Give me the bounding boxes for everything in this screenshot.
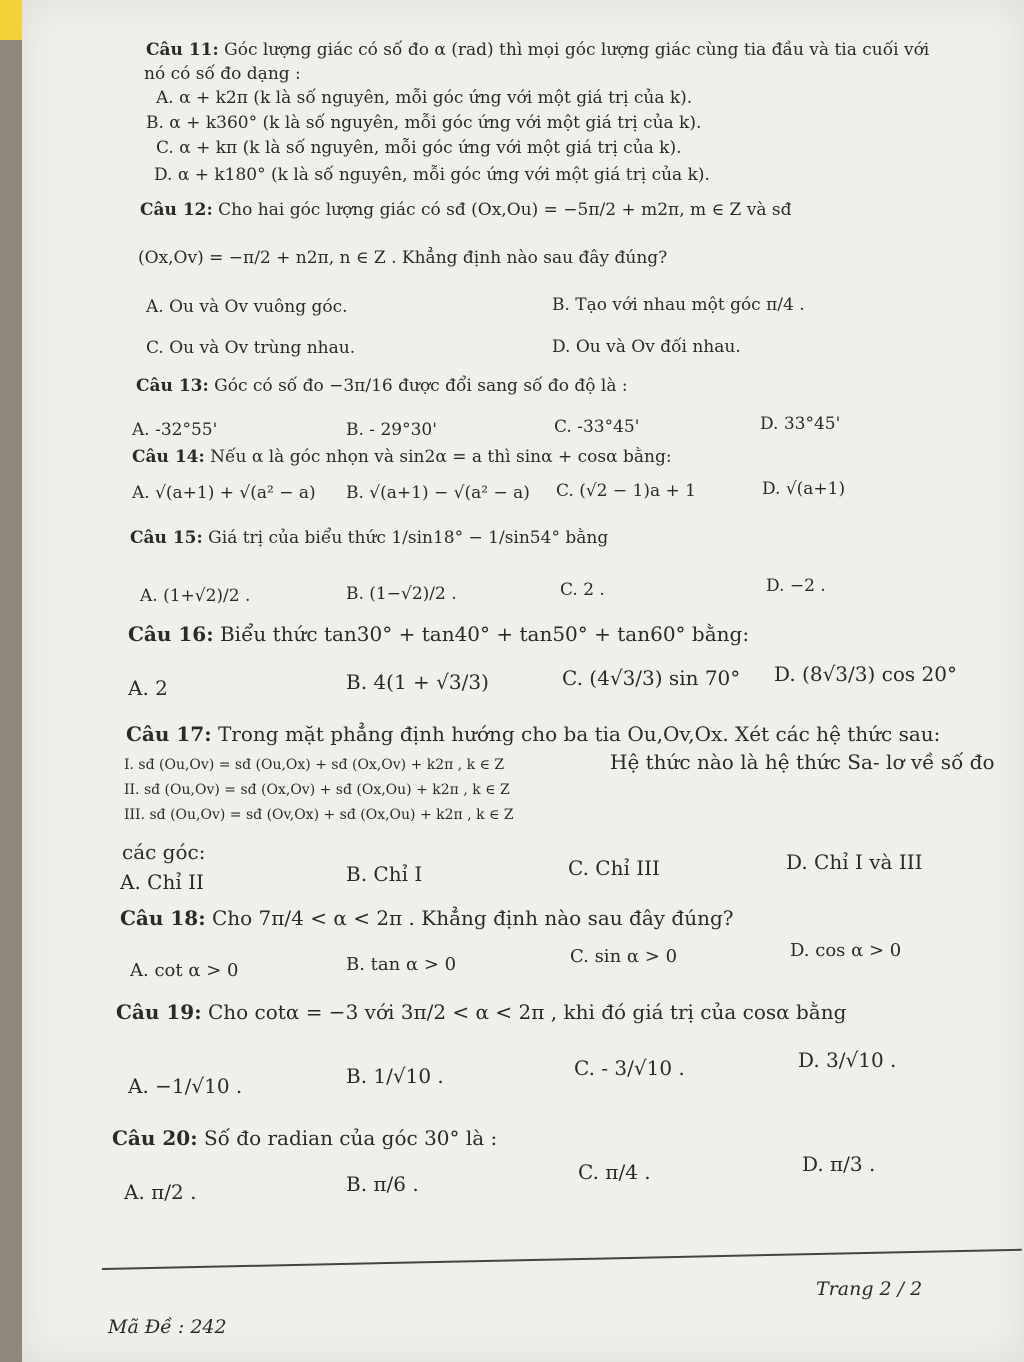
q12-line1 (140, 200, 792, 220)
q15-option-c: C. 2 . (560, 580, 605, 600)
q16-option-b: B. 4(1 + √3/3) (346, 670, 489, 694)
q17-text2: các góc: (122, 840, 206, 864)
q14-option-c: C. (√2 − 1)a + 1 (556, 481, 696, 501)
q19-title: Câu 19: (116, 1000, 202, 1024)
q19-option-a: A. −1/√10 . (128, 1074, 243, 1098)
q17-side-text: Hệ thức nào là hệ thức Sa- lơ về số đo (610, 750, 995, 774)
q19-line (116, 1000, 846, 1024)
q15-title: Câu 15: (130, 528, 203, 548)
q12-option-d: D. Ou và Ov đối nhau. (552, 337, 741, 357)
desk-edge (0, 40, 22, 1362)
q17-relation-iii: III. sđ (Ou,Ov) = sđ (Ov,Ox) + sđ (Ox,Ou) + k2π , k ∈ Z (124, 807, 514, 823)
q13-option-d: D. 33°45' (760, 414, 841, 434)
q19-option-c: C. - 3/√10 . (574, 1056, 685, 1080)
q16-option-d: D. (8√3/3) cos 20° (774, 662, 957, 686)
q20-option-b: B. π/6 . (346, 1172, 419, 1196)
q12-text1: Cho hai góc lượng giác có sđ (Ox,Ou) = −5π/2 + m2π, m ∈ Z và sđ (218, 200, 792, 220)
q12-title: Câu 12: (140, 200, 213, 220)
exam-code: Mã Đề : 242 (108, 1316, 227, 1338)
q18-line (120, 906, 733, 930)
q18-title: Câu 18: (120, 906, 206, 930)
q15-option-d: D. −2 . (766, 576, 826, 596)
q20-option-c: C. π/4 . (578, 1160, 651, 1184)
q16-option-a: A. 2 (128, 676, 168, 700)
q19-option-d: D. 3/√10 . (798, 1048, 897, 1072)
q11-option-d: D. α + k180° (k là số nguyên, mỗi góc ứng với một giá trị của k). (154, 165, 710, 185)
q17-line1 (126, 722, 940, 746)
q11-line1 (146, 40, 929, 60)
q14-line (132, 447, 672, 467)
q16-option-c: C. (4√3/3) sin 70° (562, 666, 741, 690)
q17-relation-ii: II. sđ (Ou,Ov) = sđ (Ox,Ov) + sđ (Ox,Ou) + k2π , k ∈ Z (124, 782, 510, 798)
q15-line (130, 528, 608, 548)
q20-text: Số đo radian của góc 30° là : (203, 1126, 498, 1150)
q13-text: Góc có số đo −3π/16 được đổi sang số đo độ là : (214, 376, 628, 396)
page-number: Trang 2 / 2 (816, 1278, 923, 1300)
q17-option-a: A. Chỉ II (120, 870, 204, 894)
q18-option-a: A. cot α > 0 (130, 960, 239, 981)
q12-option-a: A. Ou và Ov vuông góc. (146, 297, 348, 317)
q11-text1: Góc lượng giác có số đo α (rad) thì mọi góc lượng giác cùng tia đầu và tia cuối với (224, 40, 930, 60)
q14-option-d: D. √(a+1) (762, 479, 846, 499)
q12-option-b: B. Tạo với nhau một góc π/4 . (552, 295, 805, 315)
q13-option-c: C. -33°45' (554, 417, 640, 437)
q11-option-c: C. α + kπ (k là số nguyên, mỗi góc ứng với một giá trị của k). (156, 138, 682, 158)
q11-option-b: B. α + k360° (k là số nguyên, mỗi góc ứng với một giá trị của k). (146, 113, 702, 133)
q11-text2: nó có số đo dạng : (144, 64, 301, 84)
q16-text: Biểu thức tan30° + tan40° + tan50° + tan60° bằng: (219, 622, 750, 646)
q14-text: Nếu α là góc nhọn và sin2α = a thì sinα + cosα bằng: (210, 447, 672, 467)
exam-sheet (22, 0, 1024, 1362)
q12-option-c: C. Ou và Ov trùng nhau. (146, 338, 356, 358)
q16-line (128, 622, 749, 646)
q19-option-b: B. 1/√10 . (346, 1064, 444, 1088)
q17-option-b: B. Chỉ I (346, 862, 423, 886)
q18-text: Cho 7π/4 < α < 2π . Khẳng định nào sau đây đúng? (211, 906, 734, 930)
q16-title: Câu 16: (128, 622, 214, 646)
q20-title: Câu 20: (112, 1126, 198, 1150)
q14-option-a: A. √(a+1) + √(a² − a) (132, 483, 316, 503)
q13-line (136, 376, 628, 396)
q20-line (112, 1126, 497, 1150)
q13-option-a: A. -32°55' (132, 420, 218, 440)
footer-divider (102, 1249, 1022, 1270)
q17-relation-i: I. sđ (Ou,Ov) = sđ (Ou,Ox) + sđ (Ox,Ov) + k2π , k ∈ Z (124, 757, 505, 773)
q15-option-b: B. (1−√2)/2 . (346, 584, 457, 604)
q12-text2: (Ox,Ov) = −π/2 + n2π, n ∈ Z . Khẳng định nào sau đây đúng? (138, 248, 668, 268)
q17-option-d: D. Chỉ I và III (786, 850, 923, 874)
q17-text1: Trong mặt phẳng định hướng cho ba tia Ou,Ov,Ox. Xét các hệ thức sau: (217, 722, 941, 746)
q18-option-c: C. sin α > 0 (570, 946, 678, 967)
q17-option-c: C. Chỉ III (568, 856, 660, 880)
q14-title: Câu 14: (132, 447, 205, 467)
q15-option-a: A. (1+√2)/2 . (140, 586, 251, 606)
q14-option-b: B. √(a+1) − √(a² − a) (346, 483, 530, 503)
q13-title: Câu 13: (136, 376, 209, 396)
q11-option-a: A. α + k2π (k là số nguyên, mỗi góc ứng với một giá trị của k). (156, 88, 693, 108)
q18-option-b: B. tan α > 0 (346, 954, 457, 975)
q17-title: Câu 17: (126, 722, 212, 746)
q11-title: Câu 11: (146, 40, 219, 60)
q20-option-a: A. π/2 . (124, 1180, 197, 1204)
q15-text: Giá trị của biểu thức 1/sin18° − 1/sin54° bằng (208, 528, 609, 548)
q18-option-d: D. cos α > 0 (790, 940, 902, 961)
q20-option-d: D. π/3 . (802, 1152, 876, 1176)
q19-text: Cho cotα = −3 với 3π/2 < α < 2π , khi đó giá trị của cosα bằng (207, 1000, 847, 1024)
q13-option-b: B. - 29°30' (346, 420, 437, 440)
